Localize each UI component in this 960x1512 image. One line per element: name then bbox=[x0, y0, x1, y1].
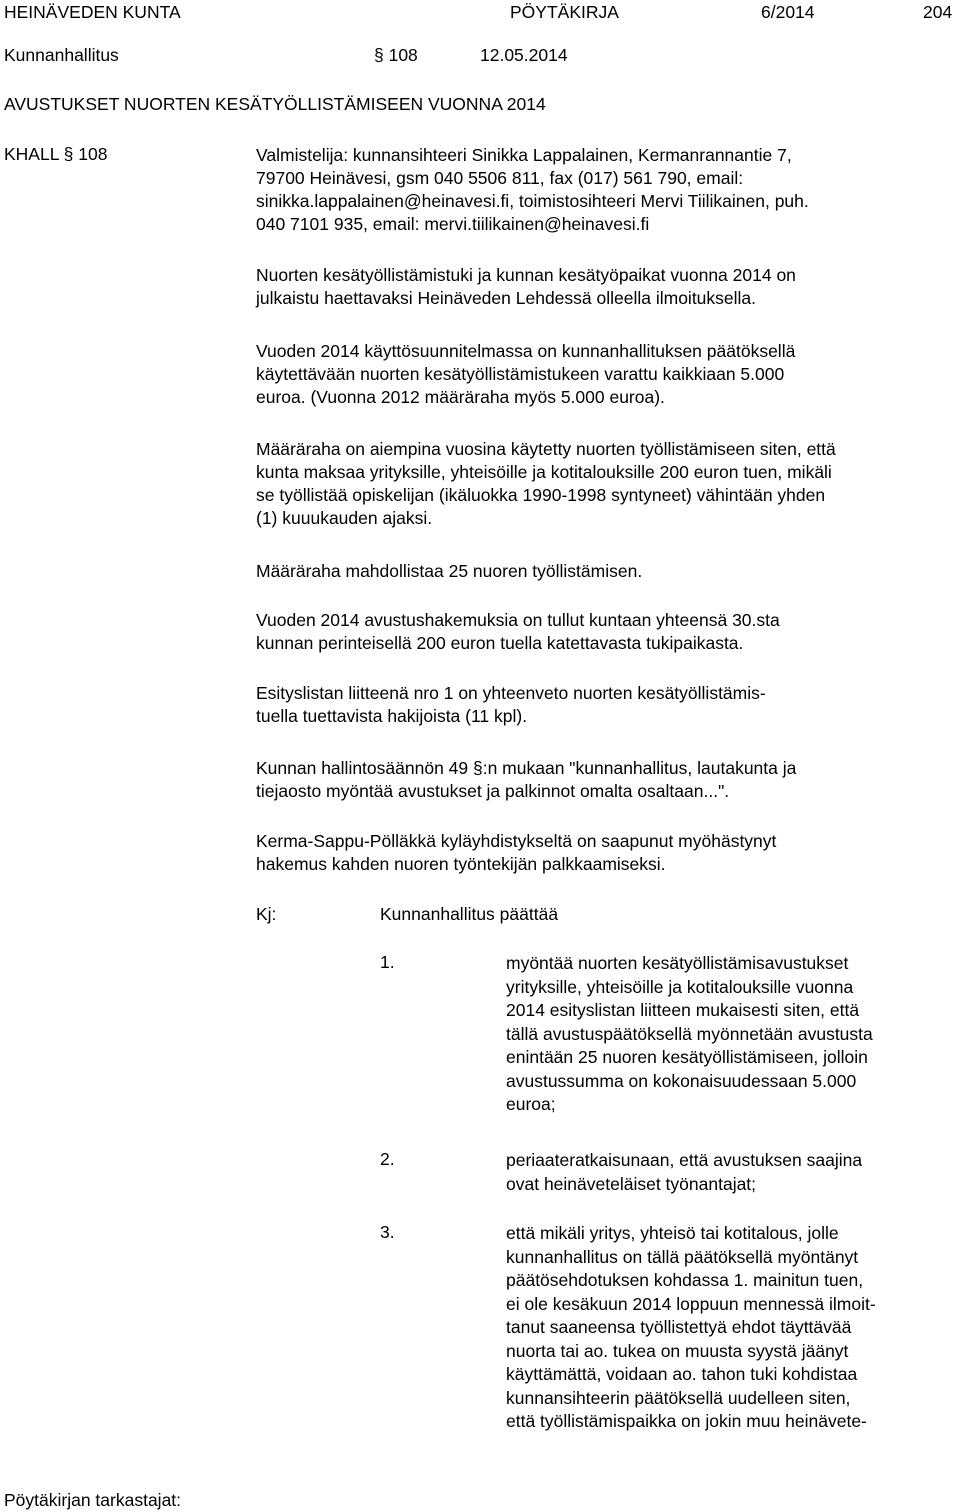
text-line: että mikäli yritys, yhteisö tai kotitalous, jolle bbox=[506, 1223, 839, 1243]
text-line: enintään 25 nuoren kesätyöllistämiseen, jolloin bbox=[506, 1047, 868, 1067]
text-line: Nuorten kesätyöllistämistuki ja kunnan kesätyöpaikat vuonna 2014 on bbox=[256, 265, 796, 285]
document-number: 6/2014 bbox=[761, 2, 815, 22]
text-line: Vuoden 2014 avustushakemuksia on tullut kuntaan yhteensä 30.sta bbox=[256, 610, 780, 630]
text-line: Kunnan hallintosäännön 49 §:n mukaan "kunnanhallitus, lautakunta ja bbox=[256, 758, 797, 778]
decision-item bbox=[506, 952, 958, 1117]
body-paragraph bbox=[256, 264, 956, 310]
decision-item bbox=[506, 1149, 958, 1196]
meeting-date: 12.05.2014 bbox=[480, 45, 568, 65]
meeting-body: Kunnanhallitus bbox=[4, 45, 119, 65]
section-reference: KHALL § 108 bbox=[4, 144, 108, 164]
text-line: 040 7101 935, email: mervi.tiilikainen@heinavesi.fi bbox=[256, 214, 650, 234]
body-paragraph bbox=[256, 560, 956, 583]
text-line: euroa. (Vuonna 2012 määräraha myös 5.000 euroa). bbox=[256, 387, 665, 407]
item-number: 1. bbox=[380, 952, 395, 972]
text-line: Vuoden 2014 käyttösuunnitelmassa on kunnanhallituksen päätöksellä bbox=[256, 341, 796, 361]
text-line: tanut saaneensa työllistettyä ehdot täyttävää bbox=[506, 1317, 852, 1337]
body-paragraph bbox=[256, 609, 956, 655]
item-number: 3. bbox=[380, 1222, 395, 1242]
text-line: tiejaosto myöntää avustukset ja palkinnot omalta osaltaan...". bbox=[256, 781, 730, 801]
text-line: euroa; bbox=[506, 1094, 556, 1114]
text-line: julkaistu haettavaksi Heinäveden Lehdessä olleella ilmoituksella. bbox=[256, 288, 757, 308]
text-line: Valmistelija: kunnansihteeri Sinikka Lappalainen, Kermanrannantie 7, bbox=[256, 145, 792, 165]
text-line: kunnansihteerin päätöksellä uudelleen siten, bbox=[506, 1387, 851, 1408]
section-number: § 108 bbox=[374, 45, 418, 65]
text-line: tuella tuettavista hakijoista (11 kpl). bbox=[256, 706, 528, 726]
municipality-name: HEINÄVEDEN KUNTA bbox=[4, 2, 181, 22]
decision-item bbox=[506, 1222, 958, 1434]
text-line: käytettävään nuorten kesätyöllistämistukeen varattu kaikkiaan 5.000 bbox=[256, 364, 785, 384]
text-line: (1) kuuukauden ajaksi. bbox=[256, 508, 433, 528]
text-line: kunnanhallitus on tällä päätöksellä myöntänyt bbox=[506, 1246, 859, 1267]
body-paragraph bbox=[256, 438, 956, 530]
text-line: periaateratkaisunaan, että avustuksen saajina bbox=[506, 1150, 863, 1170]
page-number: 204 bbox=[923, 2, 953, 22]
text-line: Kerma-Sappu-Pölläkkä kyläyhdistykseltä on saapunut myöhästynyt bbox=[256, 831, 777, 851]
body-paragraph bbox=[256, 830, 956, 876]
text-line: sinikka.lappalainen@heinavesi.fi, toimistosihteeri Mervi Tiilikainen, puh. bbox=[256, 191, 809, 211]
text-line: nuorta tai ao. tukea on muusta syystä jäänyt bbox=[506, 1340, 849, 1361]
proposal-intro: Kunnanhallitus päättää bbox=[380, 904, 559, 924]
text-line: avustussumma on kokonaisuudessaan 5.000 bbox=[506, 1070, 857, 1091]
text-line: myöntää nuorten kesätyöllistämisavustukset bbox=[506, 953, 849, 973]
text-line: ovat heinäveteläiset työnantajat; bbox=[506, 1173, 757, 1194]
text-line: 79700 Heinävesi, gsm 040 5506 811, fax (017) 561 790, email: bbox=[256, 168, 744, 188]
text-line: 2014 esityslistan liitteen mukaisesti siten, että bbox=[506, 1000, 860, 1020]
text-line: ei ole kesäkuun 2014 loppuun mennessä ilmoit- bbox=[506, 1293, 876, 1314]
text-line: hakemus kahden nuoren työntekijän palkkaamiseksi. bbox=[256, 854, 666, 874]
text-line: käyttämättä, voidaan ao. tahon tuki kohdistaa bbox=[506, 1364, 858, 1384]
item-number: 2. bbox=[380, 1149, 395, 1169]
text-line: kunta maksaa yrityksille, yhteisöille ja kotitalouksille 200 euron tuen, mikäli bbox=[256, 462, 832, 482]
reviewers-label: Pöytäkirjan tarkastajat: bbox=[4, 1490, 182, 1510]
text-line: Esityslistan liitteenä nro 1 on yhteenveto nuorten kesätyöllistämis- bbox=[256, 683, 766, 703]
text-line: Määräraha on aiempina vuosina käytetty nuorten työllistämiseen siten, että bbox=[256, 439, 836, 459]
text-line: että työllistämispaikka on jokin muu heinävete- bbox=[506, 1411, 867, 1431]
body-paragraph bbox=[256, 340, 956, 409]
document-type: PÖYTÄKIRJA bbox=[510, 2, 619, 22]
text-line: yrityksille, yhteisöille ja kotitalouksille vuonna bbox=[506, 976, 854, 997]
body-paragraph bbox=[256, 682, 956, 728]
text-line: tällä avustuspäätöksellä myönnetään avustusta bbox=[506, 1023, 873, 1044]
body-paragraph bbox=[256, 757, 956, 803]
preparer-paragraph bbox=[256, 144, 956, 236]
text-line: kunnan perinteisellä 200 euron tuella katettavasta tukipaikasta. bbox=[256, 633, 744, 653]
document-title: AVUSTUKSET NUORTEN KESÄTYÖLLISTÄMISEEN VUONNA 2014 bbox=[4, 94, 546, 114]
text-line: Määräraha mahdollistaa 25 nuoren työllistämisen. bbox=[256, 561, 643, 581]
proposal-label: Kj: bbox=[256, 904, 277, 924]
text-line: se työllistää opiskelijan (ikäluokka 1990-1998 syntyneet) vähintään yhden bbox=[256, 485, 826, 505]
text-line: päätösehdotuksen kohdassa 1. mainitun tuen, bbox=[506, 1270, 864, 1290]
